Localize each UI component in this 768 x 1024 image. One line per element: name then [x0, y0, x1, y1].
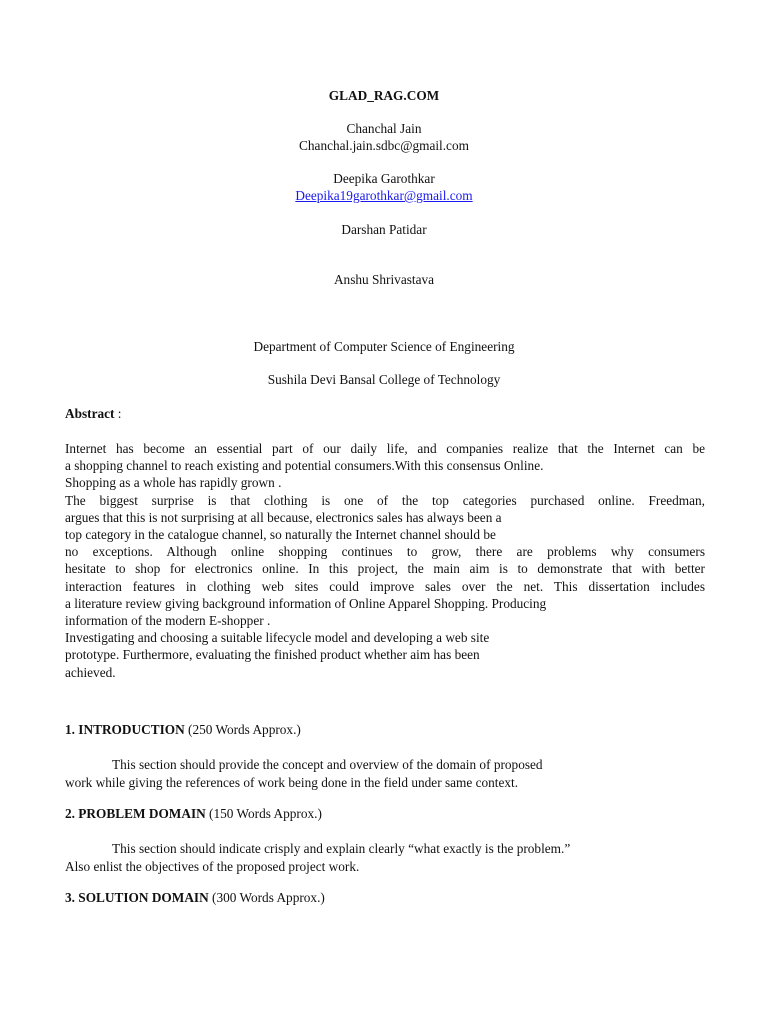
abstract-line: Internet has become an essential part of our daily life, and companies realize that the Internet can be [65, 441, 705, 456]
abstract-heading-suffix: : [114, 406, 122, 421]
college: Sushila Devi Bansal College of Technology [267, 372, 501, 387]
abstract-line: prototype. Furthermore, evaluating the finished product whether aim has been [65, 647, 480, 663]
author-name-2: Deepika Garothkar [333, 171, 435, 186]
abstract-line: argues that this is not surprising at all because, electronics sales has always been a [65, 509, 502, 525]
abstract-line: Investigating and choosing a suitable lifecycle model and developing a web site [65, 630, 490, 646]
abstract-line: achieved. [65, 664, 116, 680]
abstract-line: no exceptions. Although online shopping continues to grow, there are problems why consumers [65, 544, 705, 560]
abstract-line: hesitate to shop for electronics online. In this project, the main aim is to demonstrate that with better [65, 561, 705, 577]
abstract-line: a shopping channel to reach existing and potential consumers.With this consensus Online. [65, 458, 544, 474]
abstract-heading-line [65, 406, 122, 422]
section-body-introduction [65, 756, 543, 791]
document-title: GLAD_RAG.COM [328, 88, 440, 103]
section-note: (300 Words Approx.) [208, 890, 325, 905]
department: Department of Computer Science of Engineering [253, 339, 515, 354]
section-line: This section should provide the concept and overview of the domain of proposed [112, 757, 543, 772]
section-title: 1. INTRODUCTION [65, 722, 185, 737]
section-line: work while giving the references of work being done in the field under same context. [65, 774, 519, 790]
abstract-body [65, 440, 705, 681]
section-note: (150 Words Approx.) [205, 806, 322, 821]
author-name-4: Anshu Shrivastava [333, 272, 435, 287]
section-title: 2. PROBLEM DOMAIN [65, 806, 206, 821]
section-title: 3. SOLUTION DOMAIN [65, 890, 209, 905]
author-email-link-2[interactable]: Deepika19garothkar@gmail.com [295, 188, 473, 203]
section-line: Also enlist the objectives of the proposed project work. [65, 858, 360, 874]
author-name-1: Chanchal Jain [346, 121, 422, 136]
abstract-line: top category in the catalogue channel, so naturally the Internet channel should be [65, 527, 496, 543]
section-heading-solution-domain [65, 890, 325, 906]
abstract-line: The biggest surprise is that clothing is one of the top categories purchased online. Freedman, [65, 492, 705, 508]
section-note: (250 Words Approx.) [184, 722, 301, 737]
section-heading-problem-domain [65, 806, 322, 822]
abstract-line: Shopping as a whole has rapidly grown . [65, 475, 282, 491]
section-line: This section should indicate crisply and explain clearly “what exactly is the problem.” [112, 841, 571, 856]
section-heading-introduction [65, 722, 301, 738]
abstract-heading: Abstract [65, 406, 115, 421]
author-name-3: Darshan Patidar [341, 222, 427, 237]
abstract-line: information of the modern E-shopper . [65, 613, 271, 629]
abstract-line: a literature review giving background information of Online Apparel Shopping. Producing [65, 595, 547, 611]
author-email-1: Chanchal.jain.sdbc@gmail.com [299, 138, 469, 153]
abstract-line: interaction features in clothing web sites could improve sales over the net. This dissertation includes [65, 578, 705, 594]
section-body-problem-domain [65, 840, 570, 875]
